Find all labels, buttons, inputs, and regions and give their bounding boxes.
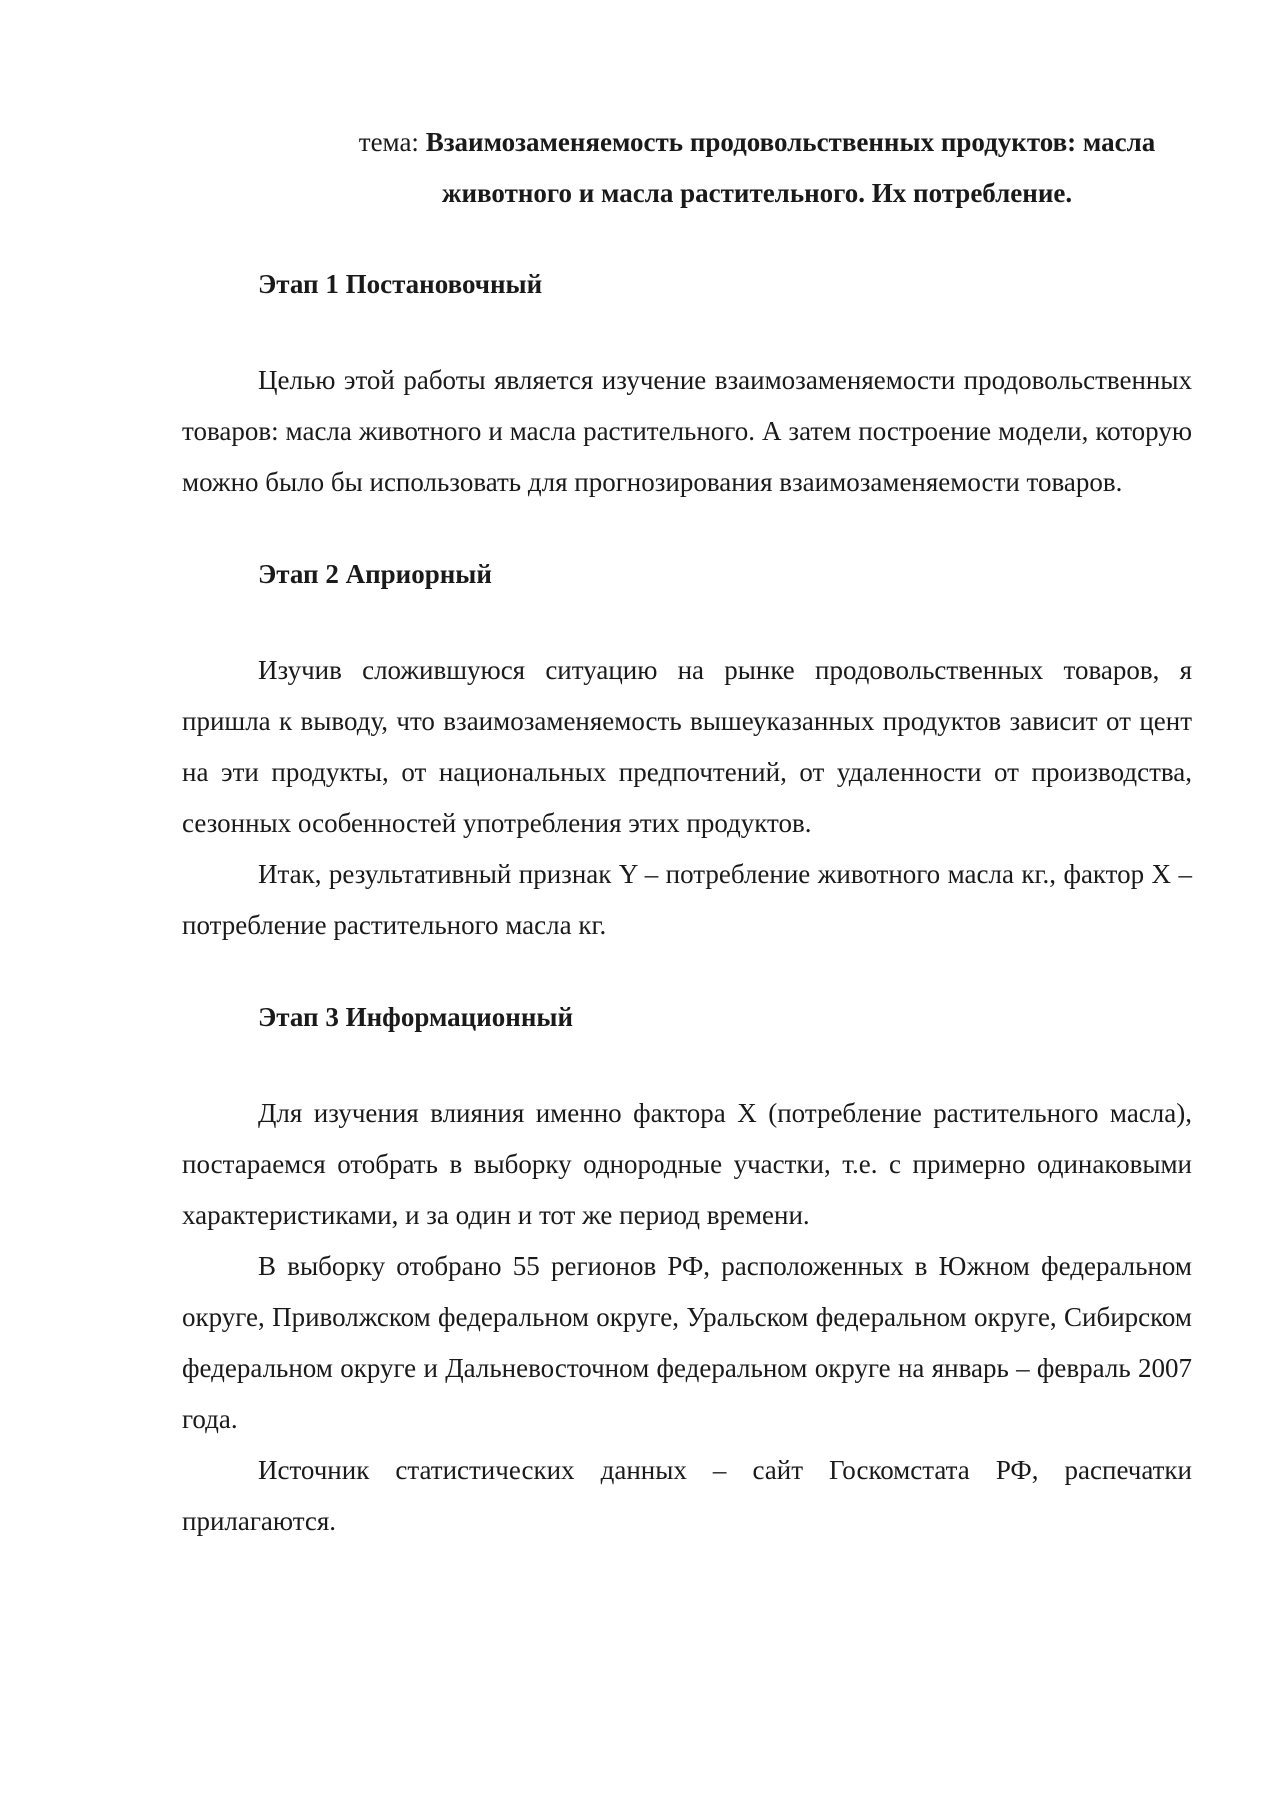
document-page (182, 117, 1192, 1547)
section-3-paragraph-3: Источник статистических данных – сайт Госкомстата РФ, распечатки прилагаются. (182, 1455, 1192, 1536)
section-3-paragraph-2: В выборку отобрано 55 регионов РФ, расположенных в Южном федеральном округе, Приволжском федеральном округе, Уральском федеральном округе, Сибирском федеральном округе и Дальневосточном федеральном округе на январь – февраль 2007 года. (182, 1251, 1192, 1434)
section-heading-3: Этап 3 Информационный (258, 1002, 574, 1032)
title-lead: тема: (358, 127, 419, 157)
section-heading-1: Этап 1 Постановочный (258, 269, 543, 299)
title-line-1 (322, 117, 1192, 168)
section-3-paragraph-1: Для изучения влияния именно фактора X (потребление растительного масла), постараемся отобрать в выборку однородные участки, т.е. с примерно одинаковыми характеристиками, и за один и тот же период времени. (182, 1098, 1192, 1230)
section-heading-2: Этап 2 Априорный (258, 559, 492, 589)
section-2-paragraph-2: Итак, результативный признак Y – потребление животного масла кг., фактор X – потребление растительного масла кг. (182, 859, 1192, 940)
document-title (182, 117, 1192, 219)
section-1-paragraph-1: Целью этой работы является изучение взаимозаменяемости продовольственных товаров: масла животного и масла растительного. А затем построение модели, которую можно было бы использовать для прогнозирования взаимозаменяемости товаров. (182, 365, 1192, 497)
title-bold-line-1: Взаимозаменяемость продовольственных продуктов: масла (425, 127, 1156, 157)
section-2-paragraph-1: Изучив сложившуюся ситуацию на рынке продовольственных товаров, я пришла к выводу, что взаимозаменяемость вышеуказанных продуктов зависит от цент на эти продукты, от национальных предпочтений, от удаленности от производства, сезонных особенностей употребления этих продуктов. (182, 655, 1192, 838)
title-bold-line-2: животного и масла растительного. Их потребление. (441, 178, 1073, 208)
